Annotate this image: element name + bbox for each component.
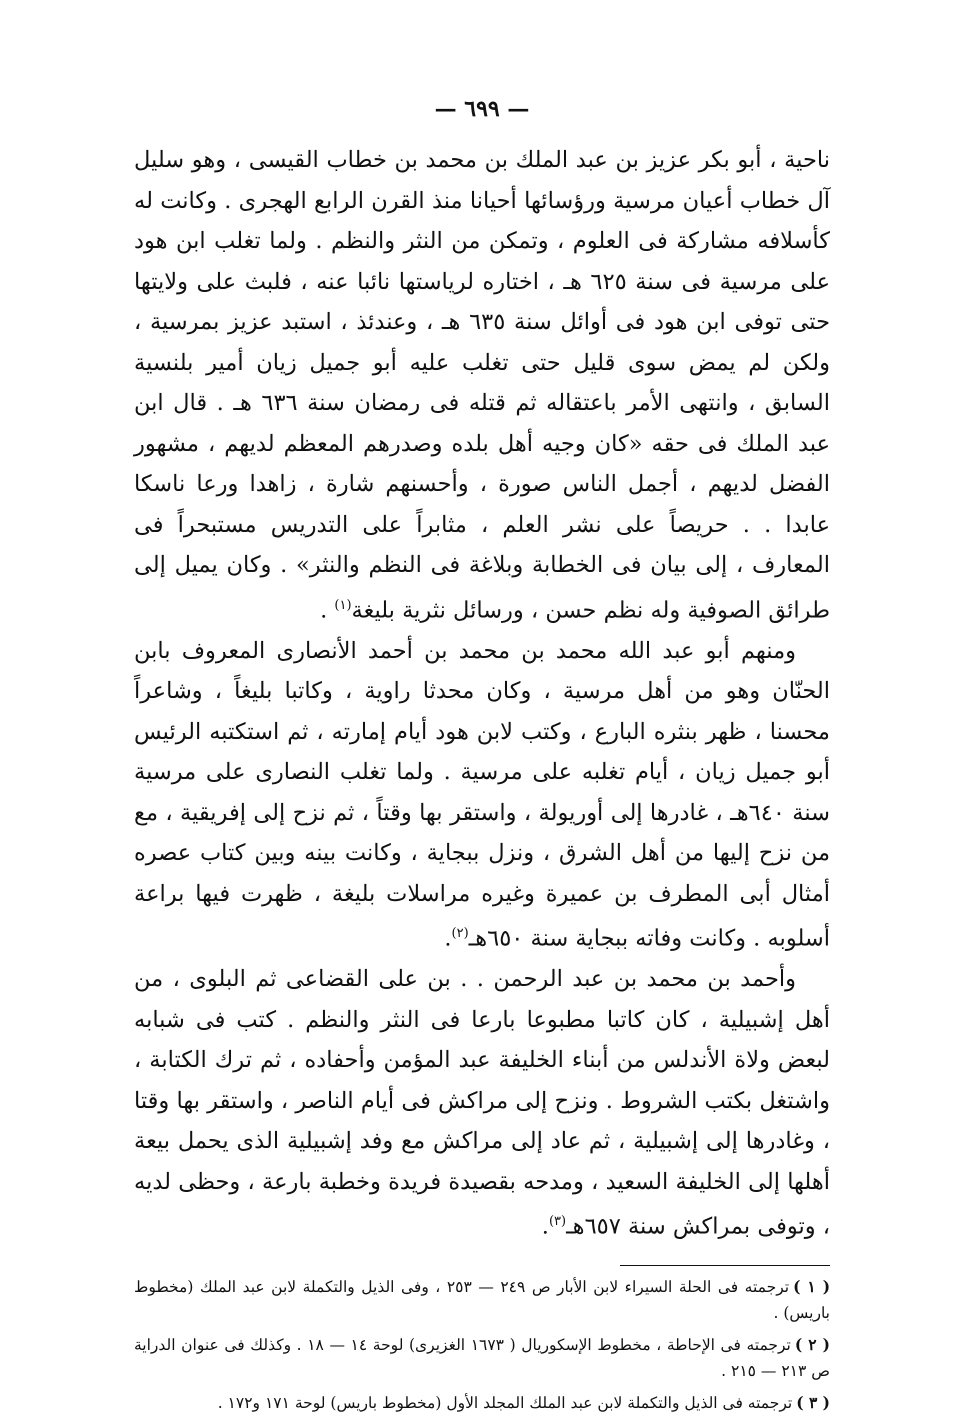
body-text bbox=[134, 140, 830, 1247]
footnote bbox=[134, 1274, 830, 1326]
footnote-mark: ( ١ ) bbox=[793, 1277, 831, 1296]
paragraph-end: . bbox=[541, 1213, 549, 1240]
paragraph-end: . bbox=[444, 925, 452, 952]
paragraph-text: ومنهم أبو عبد الله محمد بن محمد بن أحمد الأنصارى المعروف بابن الحنّان وهو من أهل مرسية ، وكان محدثا راوية ، وكاتبا بليغاً ، وشاعراً محسنا ، ظهر بنثره البارع ، وكتب لابن هود أيام إمارته ، ثم استكتبه الرئيس أبو جميل زيان ، أيام تغلبه على مرسية . ولما تغلب النصارى على مرسية سنة ٦٤٠هـ ، غادرها إلى أوريولة ، واستقر بها وقتاً ، ثم نزح إلى إفريقية ، مع من نزح إليها من أهل الشرق ، ونزل ببجاية ، وكانت بينه وبين كتاب عصره أمثال أبى المطرف بن عميرة وغيره مراسلات بليغة ، ظهرت فيها براعة أسلوبه . وكانت وفاته ببجاية سنة ٦٥٠هـ bbox=[134, 637, 831, 952]
footnote-reference: (١) bbox=[334, 597, 352, 613]
footnote-reference: (٣) bbox=[548, 1214, 567, 1229]
footnote-text: ترجمته فى الذيل والتكملة لابن عبد الملك المجلد الأول (مخطوط باريس) لوحة ١٧١ و١٧٢ . bbox=[217, 1394, 793, 1412]
footnote-mark: ( ٣ ) bbox=[796, 1393, 830, 1412]
footnote-text: ترجمته فى الإحاطة ، مخطوط الإسكوريال ( ١٦٧٣ الغزيرى) لوحة ١٤ — ١٨ . وكذلك فى عنوان الدراية ص ٢١٣ — ٢١٥ . bbox=[134, 1336, 830, 1380]
footnote bbox=[134, 1390, 830, 1416]
paragraph-text: ناحية ، أبو بكر عزيز بن عبد الملك بن محمد بن خطاب القيسى ، وهو سليل آل خطاب أعيان مرسية ورؤسائها أحيانا منذ القرن الرابع الهجرى . وكانت له كأسلافه مشاركة فى العلوم ، وتمكن من النثر والنظم . ولما تغلب ابن هود على مرسية فى سنة ٦٢٥ هـ ، اختاره لرياستها نائبا عنه ، فلبث على ولايتها حتى توفى ابن هود فى أوائل سنة ٦٣٥ هـ ، وعندئذ ، استبد عزيز بمرسية ، ولكن لم يمض سوى قليل حتى تغلب عليه أبو جميل زيان أمير بلنسية السابق ، وانتهى الأمر باعتقاله ثم قتله فى رمضان سنة ٦٣٦ هـ . قال ابن عبد الملك فى حقه «كان وجيه أهل بلده وصدرهم المعظم لديهم ، مشهور الفضل لديهم ، أجمل الناس صورة ، وأحسنهم شارة ، زاهدا ورعا ناسكا عابدا . . حريصاً على نشر العلم ، مثابراً على التدريس مستبحراً فى المعارف ، إلى بيان فى الخطابة وبلاغة فى النظم والنثر» . وكان يميل إلى طرائق الصوفية وله نظم حسن ، ورسائل نثرية بليغة bbox=[134, 147, 831, 623]
footnote-reference: (٢) bbox=[451, 926, 469, 941]
paragraph bbox=[134, 140, 830, 631]
footnote-divider bbox=[620, 1265, 830, 1266]
paragraph-text: وأحمد بن محمد بن عبد الرحمن . . بن على القضاعى ثم البلوى ، من أهل إشبيلية ، كان كاتبا مطبوعا بارعا فى النثر والنظم . كتب فى شبابه لبعض ولاة الأندلس من أبناء الخليفة عبد المؤمن وأحفاده ، ثم ترك الكتابة ، واشتغل بكتب الشروط . ونزح إلى مراكش فى أيام الناصر ، واستقر بها وقتا ، وغادرها إلى إشبيلية ، ثم عاد إلى مراكش مع وفد إشبيلية الذى يحمل بيعة أهلها إلى الخليفة السعيد ، ومدحه بقصيدة فريدة وخطبة بارعة ، وحظى لديه ، وتوفى بمراكش سنة ٦٥٧هـ bbox=[134, 966, 830, 1240]
footnote-mark: ( ٢ ) bbox=[794, 1335, 831, 1354]
paragraph-end: . bbox=[320, 597, 335, 623]
page-number: — ٦٩٩ — bbox=[434, 96, 530, 122]
paragraph bbox=[134, 631, 830, 960]
footnote-text: ترجمته فى الحلة السيراء لابن الأبار ص ٢٤٩ — ٢٥٣ ، وفى الذيل والتكملة لابن عبد الملك (مخطوط باريس) . bbox=[134, 1278, 830, 1322]
paragraph bbox=[134, 959, 830, 1247]
footnote bbox=[134, 1332, 830, 1384]
footnotes bbox=[134, 1274, 830, 1416]
